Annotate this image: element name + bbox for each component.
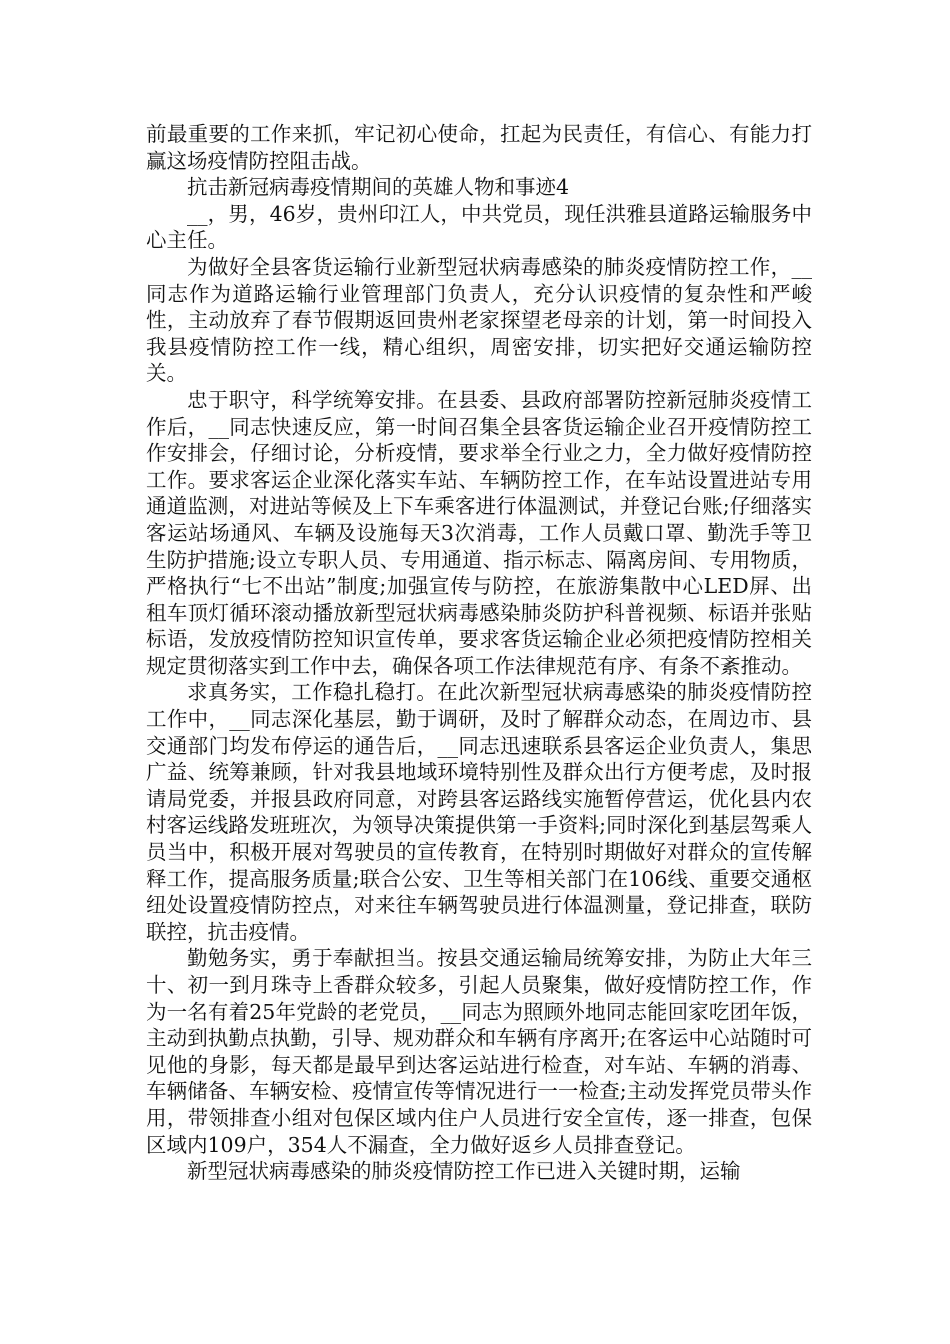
paragraph-pragmatic: 求真务实，工作稳扎稳打。在此次新型冠状病毒感染的肺炎疫情防控工作中，__同志深化基层，勤于调研，及时了解群众动态，在周边市、县交通部门均发布停运的通告后，__同志迅速联系县客运企业负责人，集思广益、统筹兼顾，针对我县地域环境特别性及群众出行方便考虑，及时报请局党委，并报县政府同意，对跨县客运路线实施暂停营运，优化县内农村客运线路发班班次，为领导决策提供第一手资料;同时深化到基层驾乘人员当中，积极开展对驾驶员的宣传教育，在特别时期做好对群众的宣传解释工作，提高服务质量;联合公安、卫生等相关部门在106线、重要交通枢纽处设置疫情防控点，对来往车辆驾驶员进行体温测量，登记排查，联防联控，抗击疫情。 (146, 680, 812, 944)
section-heading: 抗击新冠病毒疫情期间的英雄人物和事迹4 (187, 175, 570, 200)
paragraph-closing: 新型冠状病毒感染的肺炎疫情防控工作已进入关键时期，运输 (187, 1159, 741, 1184)
paragraph-profile: __，男，46岁，贵州印江人，中共党员，现任洪雅县道路运输服务中心主任。 (146, 201, 812, 253)
paragraph-duty: 忠于职守，科学统筹安排。在县委、县政府部署防控新冠肺炎疫情工作后，__同志快速反应，第一时间召集全县客货运输企业召开疫情防控工作安排会，仔细讨论，分析疫情，要求举全行业之力，全力做好疫情防控工作。要求客运企业深化落实车站、车辆防控工作，在车站设置进站专用通道监测，对进站等候及上下车乘客进行体温测试，并登记台账;仔细落实客运站场通风、车辆及设施每天3次消毒，工作人员戴口罩、勤洗手等卫生防护措施;设立专职人员、专用通道、指示标志、隔离房间、专用物质，严格执行“七不出站”制度;加强宣传与防控，在旅游集散中心LED屏、出租车顶灯循环滚动播放新型冠状病毒感染肺炎防护科普视频、标语并张贴标语，发放疫情防控知识宣传单，要求客货运输企业必须把疫情防控相关规定贯彻落实到工作中去，确保各项工作法律规范有序、有条不紊推动。 (146, 387, 812, 678)
paragraph-continuation: 前最重要的工作来抓，牢记初心使命，扛起为民责任，有信心、有能力打赢这场疫情防控阻击战。 (146, 122, 812, 173)
document-body (146, 121, 812, 1185)
paragraph-intro: 为做好全县客货运输行业新型冠状病毒感染的肺炎疫情防控工作，__同志作为道路运输行业管理部门负责人，充分认识疫情的复杂性和严峻性，主动放弃了春节假期返回贵州老家探望老母亲的计划，第一时间投入我县疫情防控工作一线，精心组织，周密安排，切实把好交通运输防控关。 (146, 254, 812, 386)
paragraph-diligent: 勤勉务实，勇于奉献担当。按县交通运输局统筹安排，为防止大年三十、初一到月珠寺上香群众较多，引起人员聚集，做好疫情防控工作，作为一名有着25年党龄的老党员，__同志为照顾外地同志能回家吃团年饭，主动到执勤点执勤，引导、规劝群众和车辆有序离开;在客运中心站随时可见他的身影，每天都是最早到达客运站进行检查，对车站、车辆的消毒、车辆储备、车辆安检、疫情宣传等情况进行一一检查;主动发挥党员带头作用，带领排查小组对包保区域内住户人员进行安全宣传，逐一排查，包保区域内109户，354人不漏查，全力做好返乡人员排查登记。 (146, 946, 812, 1157)
